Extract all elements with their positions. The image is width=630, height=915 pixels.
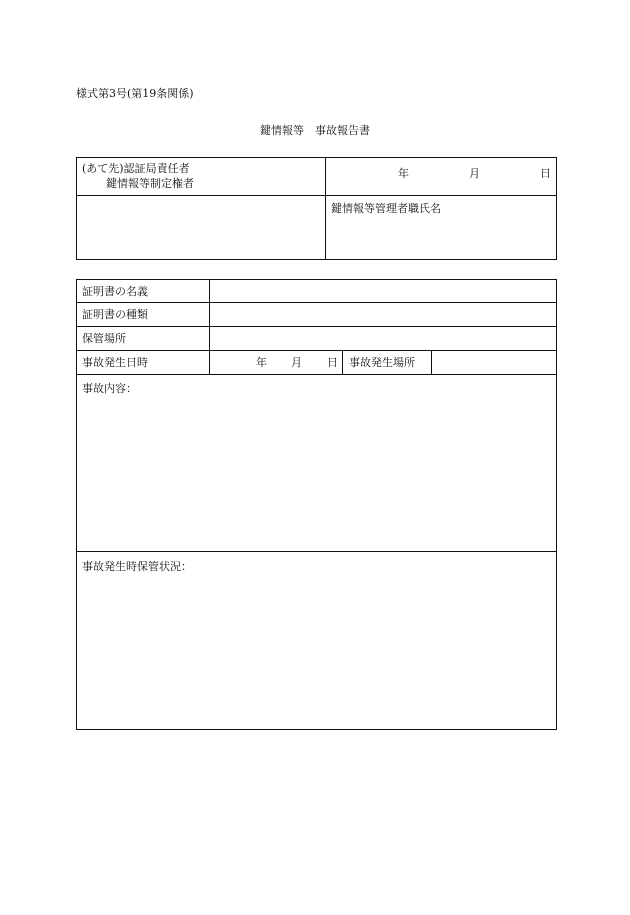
document-title: 鍵情報等 事故報告書 (260, 124, 370, 137)
storage-status-label: 事故発生時保管状況： (82, 560, 192, 573)
incident-date-day[interactable]: 日 (327, 356, 338, 369)
cert-name-label: 証明書の名義 (82, 285, 148, 298)
date-month[interactable]: 月 (469, 167, 480, 180)
addressee-line-2: 鍵情報等制定権者 (106, 177, 194, 190)
incident-date-year[interactable]: 年 (256, 356, 267, 369)
incident-place-field[interactable] (432, 351, 556, 374)
row-divider-4 (76, 374, 557, 375)
incident-details-field[interactable] (77, 398, 556, 550)
storage-location-label: 保管場所 (82, 332, 126, 345)
incident-datetime-label: 事故発生日時 (82, 356, 148, 369)
date-year[interactable]: 年 (398, 167, 409, 180)
incident-details-label: 事故内容： (82, 382, 137, 395)
cert-type-label: 証明書の種類 (82, 308, 148, 321)
cert-name-field[interactable] (210, 280, 556, 302)
date-day[interactable]: 日 (540, 167, 551, 180)
addressee-line-1: (あて先)認証局責任者 (82, 162, 190, 175)
cert-type-field[interactable] (210, 303, 556, 326)
addressee-blank-cell[interactable] (77, 196, 324, 259)
incident-place-label: 事故発生場所 (349, 356, 415, 369)
manager-name-field[interactable] (326, 218, 556, 259)
incident-date-month[interactable]: 月 (291, 356, 302, 369)
storage-location-field[interactable] (210, 327, 556, 350)
form-number-label: 様式第3号(第19条関係) (76, 87, 194, 100)
row-divider-5 (76, 551, 557, 552)
manager-name-label: 鍵情報等管理者職氏名 (331, 202, 441, 215)
storage-status-field[interactable] (77, 576, 556, 729)
incident-place-divider-left (342, 350, 343, 375)
